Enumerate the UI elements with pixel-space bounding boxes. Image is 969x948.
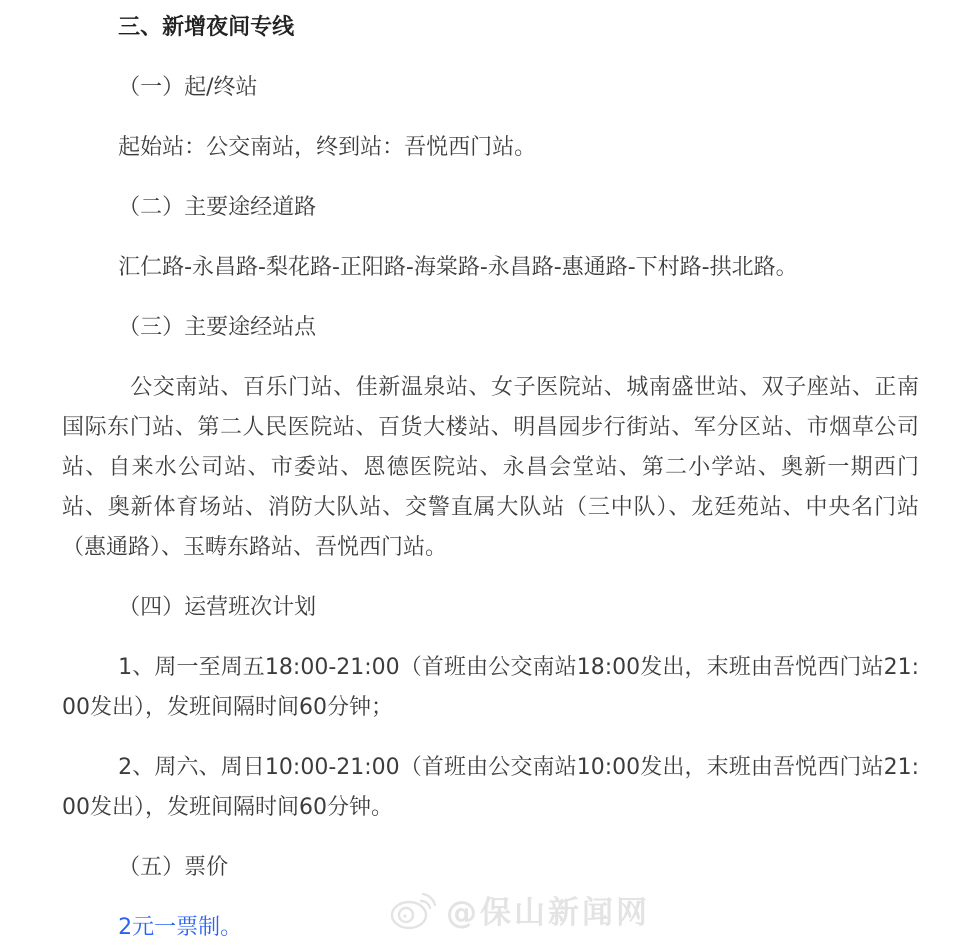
section-heading-4: （四）运营班次计划 — [118, 595, 317, 620]
route-roads-text: 汇仁路-永昌路-梨花路-正阳路-海棠路-永昌路-惠通路-下村路-拱北路。 — [118, 255, 798, 280]
schedule-weekday-text: 1、周一至周五18:00-21:00（首班由公交南站18:00发出，末班由吾悦西门站21:00发出），发班间隔时间60分钟； — [62, 655, 919, 720]
weibo-icon — [388, 886, 436, 932]
section-heading-1: （一）起/终站 — [118, 75, 258, 100]
section-heading-2: （二）主要途经道路 — [118, 195, 317, 220]
fare-link[interactable]: 2元一票制。 — [118, 915, 243, 940]
section-heading-3: （三）主要途经站点 — [118, 315, 317, 340]
schedule-weekend-text: 2、周六、周日10:00-21:00（首班由公交南站10:00发出，末班由吾悦西门站21:00发出），发班间隔时间60分钟。 — [62, 755, 919, 820]
doc-title: 三、新增夜间专线 — [118, 15, 295, 40]
watermark-handle: @保山新闻网 — [446, 894, 650, 931]
watermark — [388, 886, 650, 932]
section-heading-5: （五）票价 — [118, 855, 229, 880]
route-stations-text: 公交南站、百乐门站、佳新温泉站、女子医院站、城南盛世站、双子座站、正南国际东门站、第二人民医院站、百货大楼站、明昌园步行街站、军分区站、市烟草公司站、自来水公司站、市委站、恩德医院站、永昌会堂站、第二小学站、奥新一期西门站、奥新体育场站、消防大队站、交警直属大队站（三中队）、龙廷苑站、中央名门站（惠通路）、玉畴东路站、吾悦西门站。 — [62, 375, 919, 560]
start-end-station-text: 起始站：公交南站，终到站：吾悦西门站。 — [118, 135, 537, 160]
